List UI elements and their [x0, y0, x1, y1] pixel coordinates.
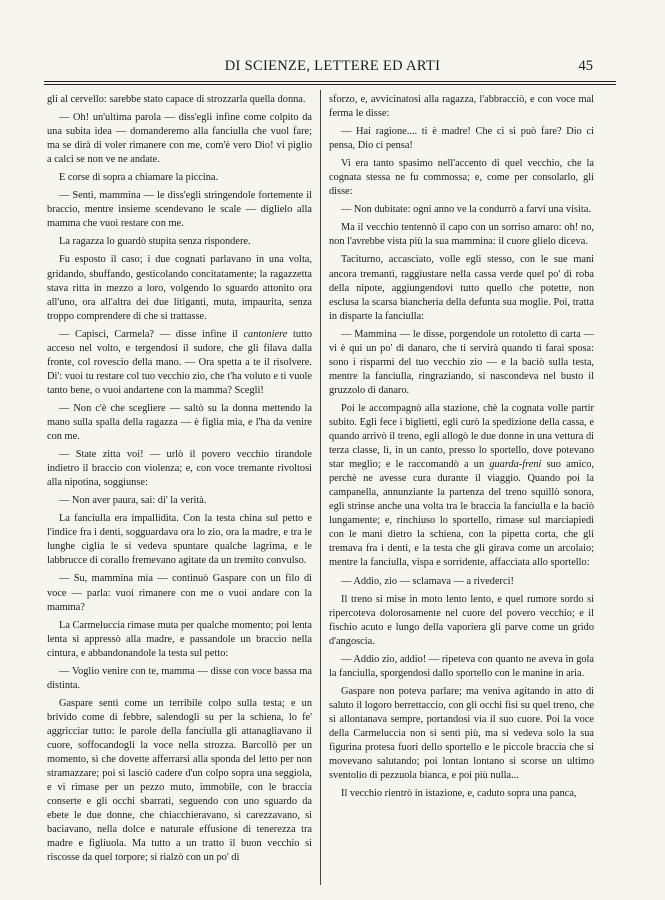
page-number: 45: [578, 58, 593, 74]
header-rule: [44, 81, 616, 82]
paragraph: — Su, mammina mia — continuò Gaspare con un filo di voce — parla: vuoi rimanere con me o vuoi andare con la mamma?: [47, 573, 312, 613]
header-rule-thin: [44, 84, 616, 85]
paragraph: Ma il vecchio tentennò il capo con un sorriso amaro: oh! no, non l'avrebbe vista più la sua mammina: il cuore glielo diceva.: [329, 222, 594, 248]
paragraph: — Senti, mammina — le diss'egli stringendole fortemente il braccio, mentre insieme scendevano le scale — diglielo alla mamma che vuoi restare con me.: [47, 190, 312, 230]
paragraph: La fanciulla era impallidita. Con la testa china sul petto e l'indice fra i denti, sogguardava ora lo zio, ora la madre, e tra le lunghe ciglia le si vedeva spuntare qualche lagrima, e le labbrucce di corallo fremevano agitate da un tremito convulso.: [47, 513, 312, 567]
left-column: [47, 93, 312, 869]
right-column: [329, 93, 594, 805]
paragraph: Gaspare non poteva parlare; ma veniva agitando in atto di saluto il logoro berrettaccio, con gli occhi fisi su quel treno, che si allontanava sempre, portandosi via il suo cuore. Poi la voce della Carmeluccia non si sentì più, ma si vedeva solo la sua figurina protesa fuori dello sportello e le piccole braccia che si movevano salutando; poi lontan lontano si scorse un ultimo sventolio di pezzuola bianca, e poi più nulla...: [329, 685, 594, 782]
paragraph: — Hai ragione.... ti è madre! Che ci si può fare? Dio ci pensa, Dio ci pensa!: [329, 126, 594, 152]
paragraph: — Non aver paura, sai: di' la verità.: [59, 495, 207, 507]
paragraph: — Capisci, Carmela? — disse infine il cantoniere tutto acceso nel volto, e tergendosi il sudore, che gli filava dalla fronte, col rovescio della mano. — Ora spetta a te il risolvere. Di': vuoi tu restare col tuo vecchio zio, che t'ha voluto e ti vuole tanto bene, o vuoi andartene con la mamma? Scegli!: [47, 328, 312, 396]
running-header-title: DI SCIENZE, LETTERE ED ARTI: [224, 58, 441, 74]
column-divider: [320, 90, 321, 885]
paragraph: Vi era tanto spasimo nell'accento di quel vecchio, che la cognata stessa ne fu commossa; e, come per consolarlo, gli disse:: [329, 158, 594, 198]
paragraph: gli al cervello: sarebbe stato capace di strozzarla quella donna.: [47, 94, 306, 105]
paragraph: La ragazza lo guardò stupita senza rispondere.: [59, 236, 251, 248]
paragraph: Fu esposto il caso; i due cognati parlavano in una volta, gridando, sbuffando, gesticolando concitatamente; la ragazzetta stava ritta in mezzo a loro, volgendo lo sguardo attonito ora all'uno, ora all'altra dei due litiganti, muta, impaurita, senza troppo comprendere di che si trattasse.: [47, 254, 312, 322]
paragraph: Il treno si mise in moto lento lento, e quel rumore sordo si ripercoteva dolorosamente nel cuore del povero vecchio; e il fischio acuto e lungo della vaporiera gli parve come un grido d'angoscia.: [329, 593, 594, 647]
paragraph: E corse di sopra a chiamare la piccina.: [59, 172, 219, 184]
paragraph: — Addio, zio — sclamava — a rivederci!: [341, 575, 514, 587]
paragraph: — Non c'è che scegliere — saltò su la donna mettendo la mano sulla spalla della ragazza — è figlia mia, e l'ha da venire con me.: [47, 402, 312, 443]
paragraph: Il vecchio rientrò in istazione, e, caduto sopra una panca,: [341, 788, 577, 800]
paragraph: sforzo, e, avvicinatosi alla ragazza, l'abbracciò, e con voce mal ferma le disse:: [329, 94, 594, 120]
paragraph: — Addio zio, addio! — ripeteva con quanto ne aveva in gola la fanciulla, sporgendosi dallo sportello con le manine in aria.: [329, 653, 594, 679]
paragraph: Gaspare sentì come un terribile colpo sulla testa; e un brivido come di febbre, salendogli su per la schiena, lo fe' aggricciar tutto: le parole della fanciulla gli attanagliavano il cuore, soffocandogli la voce nella strozza. Barcollò per un momento, sì che dovette afferrarsi alla sponda del letto per non stramazzare; poi si lasciò cadere d'un colpo sopra una seggiola, e vi rimase per un pezzo muto, immobile, con le braccia conserte e gli occhi sbarrati, seguendo con uno sguardo da ebete le due donne, che chiacchieravano, si carezzavano, si baciavano, nella dolce e naturale effusione di tenerezza tra madre e figliuola. Ma tutto a un tratto il buon vecchio si riscosse da quel torpore; si rialzò con un po' di: [47, 697, 312, 864]
paragraph: — State zitta voi! — urlò il povero vecchio tirandole indietro il braccio con violenza; e, con voce tremante rivoltosi alla nipotina, soggiunse:: [47, 449, 312, 489]
paragraph: — Non dubitate: ogni anno ve la condurrò a farvi una visita.: [341, 204, 591, 216]
paragraph: — Mammina — le disse, porgendole un rotoletto di carta — vi è qui un po' di danaro, che ti servirà quando ti farai sposa: sono i risparmi del tuo vecchio zio — e la baciò sulla testa, mentre la fanciulla, ringraziando, si nascondeva nel busto il gruzzolo di danaro.: [329, 328, 594, 396]
paragraph: Poi le accompagnò alla stazione, chè la cognata volle partir subito. Egli fece i biglietti, egli curò la spedizione della cassa, e quando arrivò il treno, egli allogò le due donne in una vettura di terza classe, lì, in un canto, presso lo sportello, dove potevano star meglio; e le raccomandò a un guarda-freni suo amico, perchè ne avesse cura durante il viaggio. Quando poi la campanella, annunziante la partenza del treno squillò sonora, egli strinse anche una volta tra le braccia la fanciulla e la baciò lungamente; e, rinchiuso lo sportello, rimase sul marciapiedi con le mani dietro la schiena, con la pipetta corta, che gli tremava fra i denti, e la testa che gli girava come un arcolaio; mentre la fanciulla, vispa e sorridente, affacciata allo sportello:: [329, 402, 595, 569]
paragraph: — Voglio venire con te, mamma — disse con voce bassa ma distinta.: [47, 665, 312, 691]
paragraph: Taciturno, accasciato, volle egli stesso, con le sue mani ancora tremanti, raggiustare nella cassa verde quel po' di roba della nipote, aggiungendovi tutto quello che potette, non esclusa la scarsa biancheria della defunta sua moglie. Poi, tratta in disparte la fanciulla:: [329, 254, 594, 322]
paragraph: La Carmeluccia rimase muta per qualche momento; poi lenta lenta si appressò alla madre, e passandole un braccio nella cintura, e abbandonandole la testa sul petto:: [47, 619, 312, 659]
paragraph: — Oh! un'ultima parola — diss'egli infine come colpito da una subita idea — domanderemo alla fanciulla che vuol fare; ma se dirà di voler rimanere con me, com'è vero Dio! vi piglio a calci se non ve ne andate.: [47, 112, 312, 166]
